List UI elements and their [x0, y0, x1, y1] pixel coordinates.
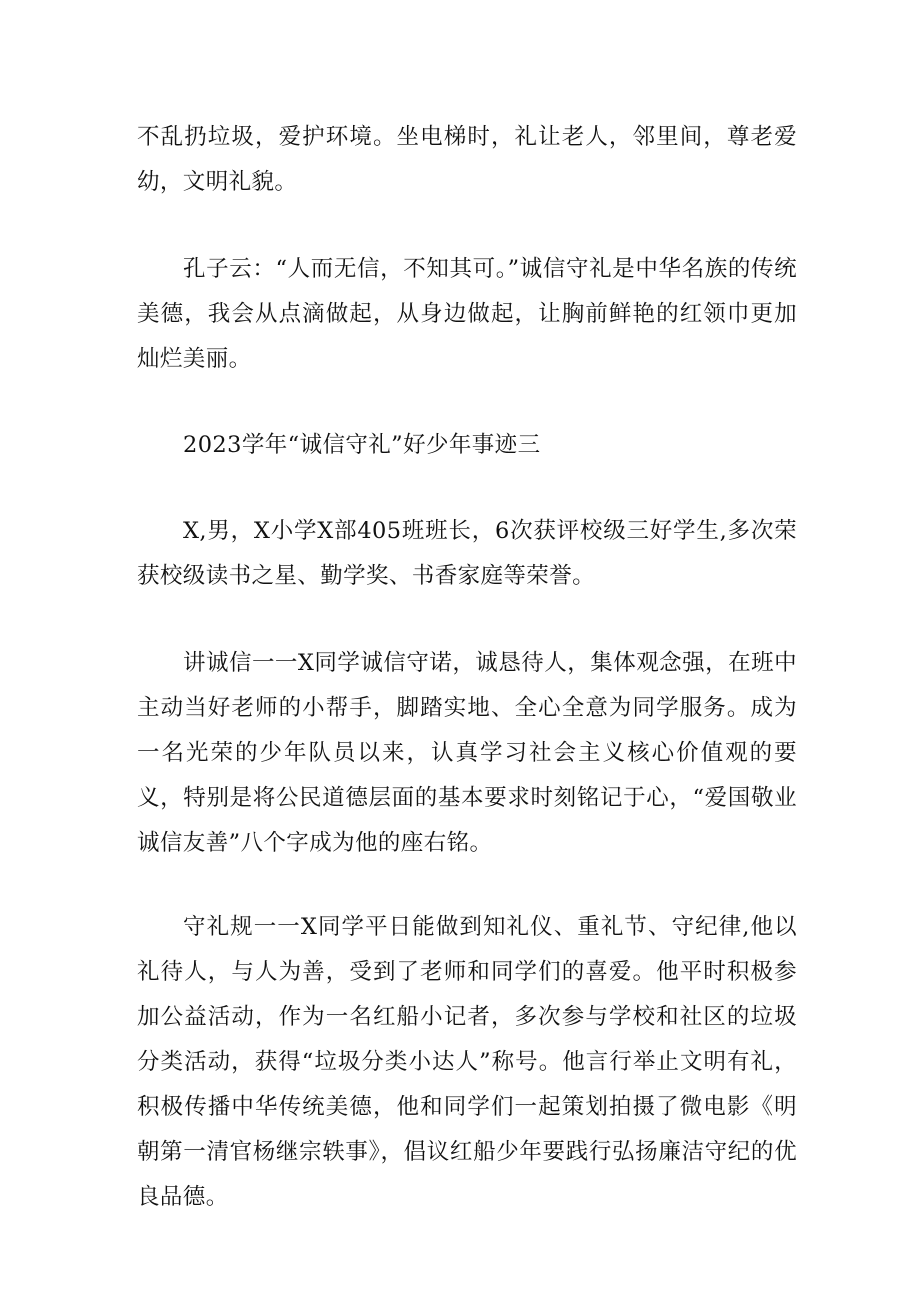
paragraph-civility: 不乱扔垃圾，爱护环境。坐电梯时，礼让老人，邻里间，尊老爱幼，文明礼貌。 — [137, 124, 797, 195]
paragraph-profile: X,男，X小学X部405班班长，6次获评校级三好学生,多次荣获校级读书之星、勤学奖、书香家庭等荣誉。 — [137, 518, 797, 589]
paragraph-etiquette: 守礼规一一X同学平日能做到知礼仪、重礼节、守纪律,他以礼待人，与人为善，受到了老师和同学们的喜爱。他平时积极参加公益活动，作为一名红船小记者，多次参与学校和社区的垃圾分类活动，获得“垃圾分类小达人”称号。他言行举止文明有礼，积极传播中华传统美德，他和同学们一起策划拍摄了微电影《明朝第一清官杨继宗轶事》，倡议红船少年要践行弘扬廉洁守纪的优良品德。 — [137, 914, 797, 1210]
paragraph-integrity: 讲诚信一一X同学诚信守诺，诚恳待人，集体观念强，在班中主动当好老师的小帮手，脚踏实地、全心全意为同学服务。成为一名光荣的少年队员以来，认真学习社会主义核心价值观的要义，特别是将公民道德层面的基本要求时刻铭记于心，“爱国敬业诚信友善”八个字成为他的座右铭。 — [137, 650, 797, 856]
paragraph-confucius-quote: 孔子云：“人而无信，不知其可。”诚信守礼是中华名族的传统美德，我会从点滴做起，从身边做起，让胸前鲜艳的红领巾更加灿烂美丽。 — [137, 256, 797, 372]
section-heading: 2023学年“诚信守礼”好少年事迹三 — [183, 432, 541, 458]
